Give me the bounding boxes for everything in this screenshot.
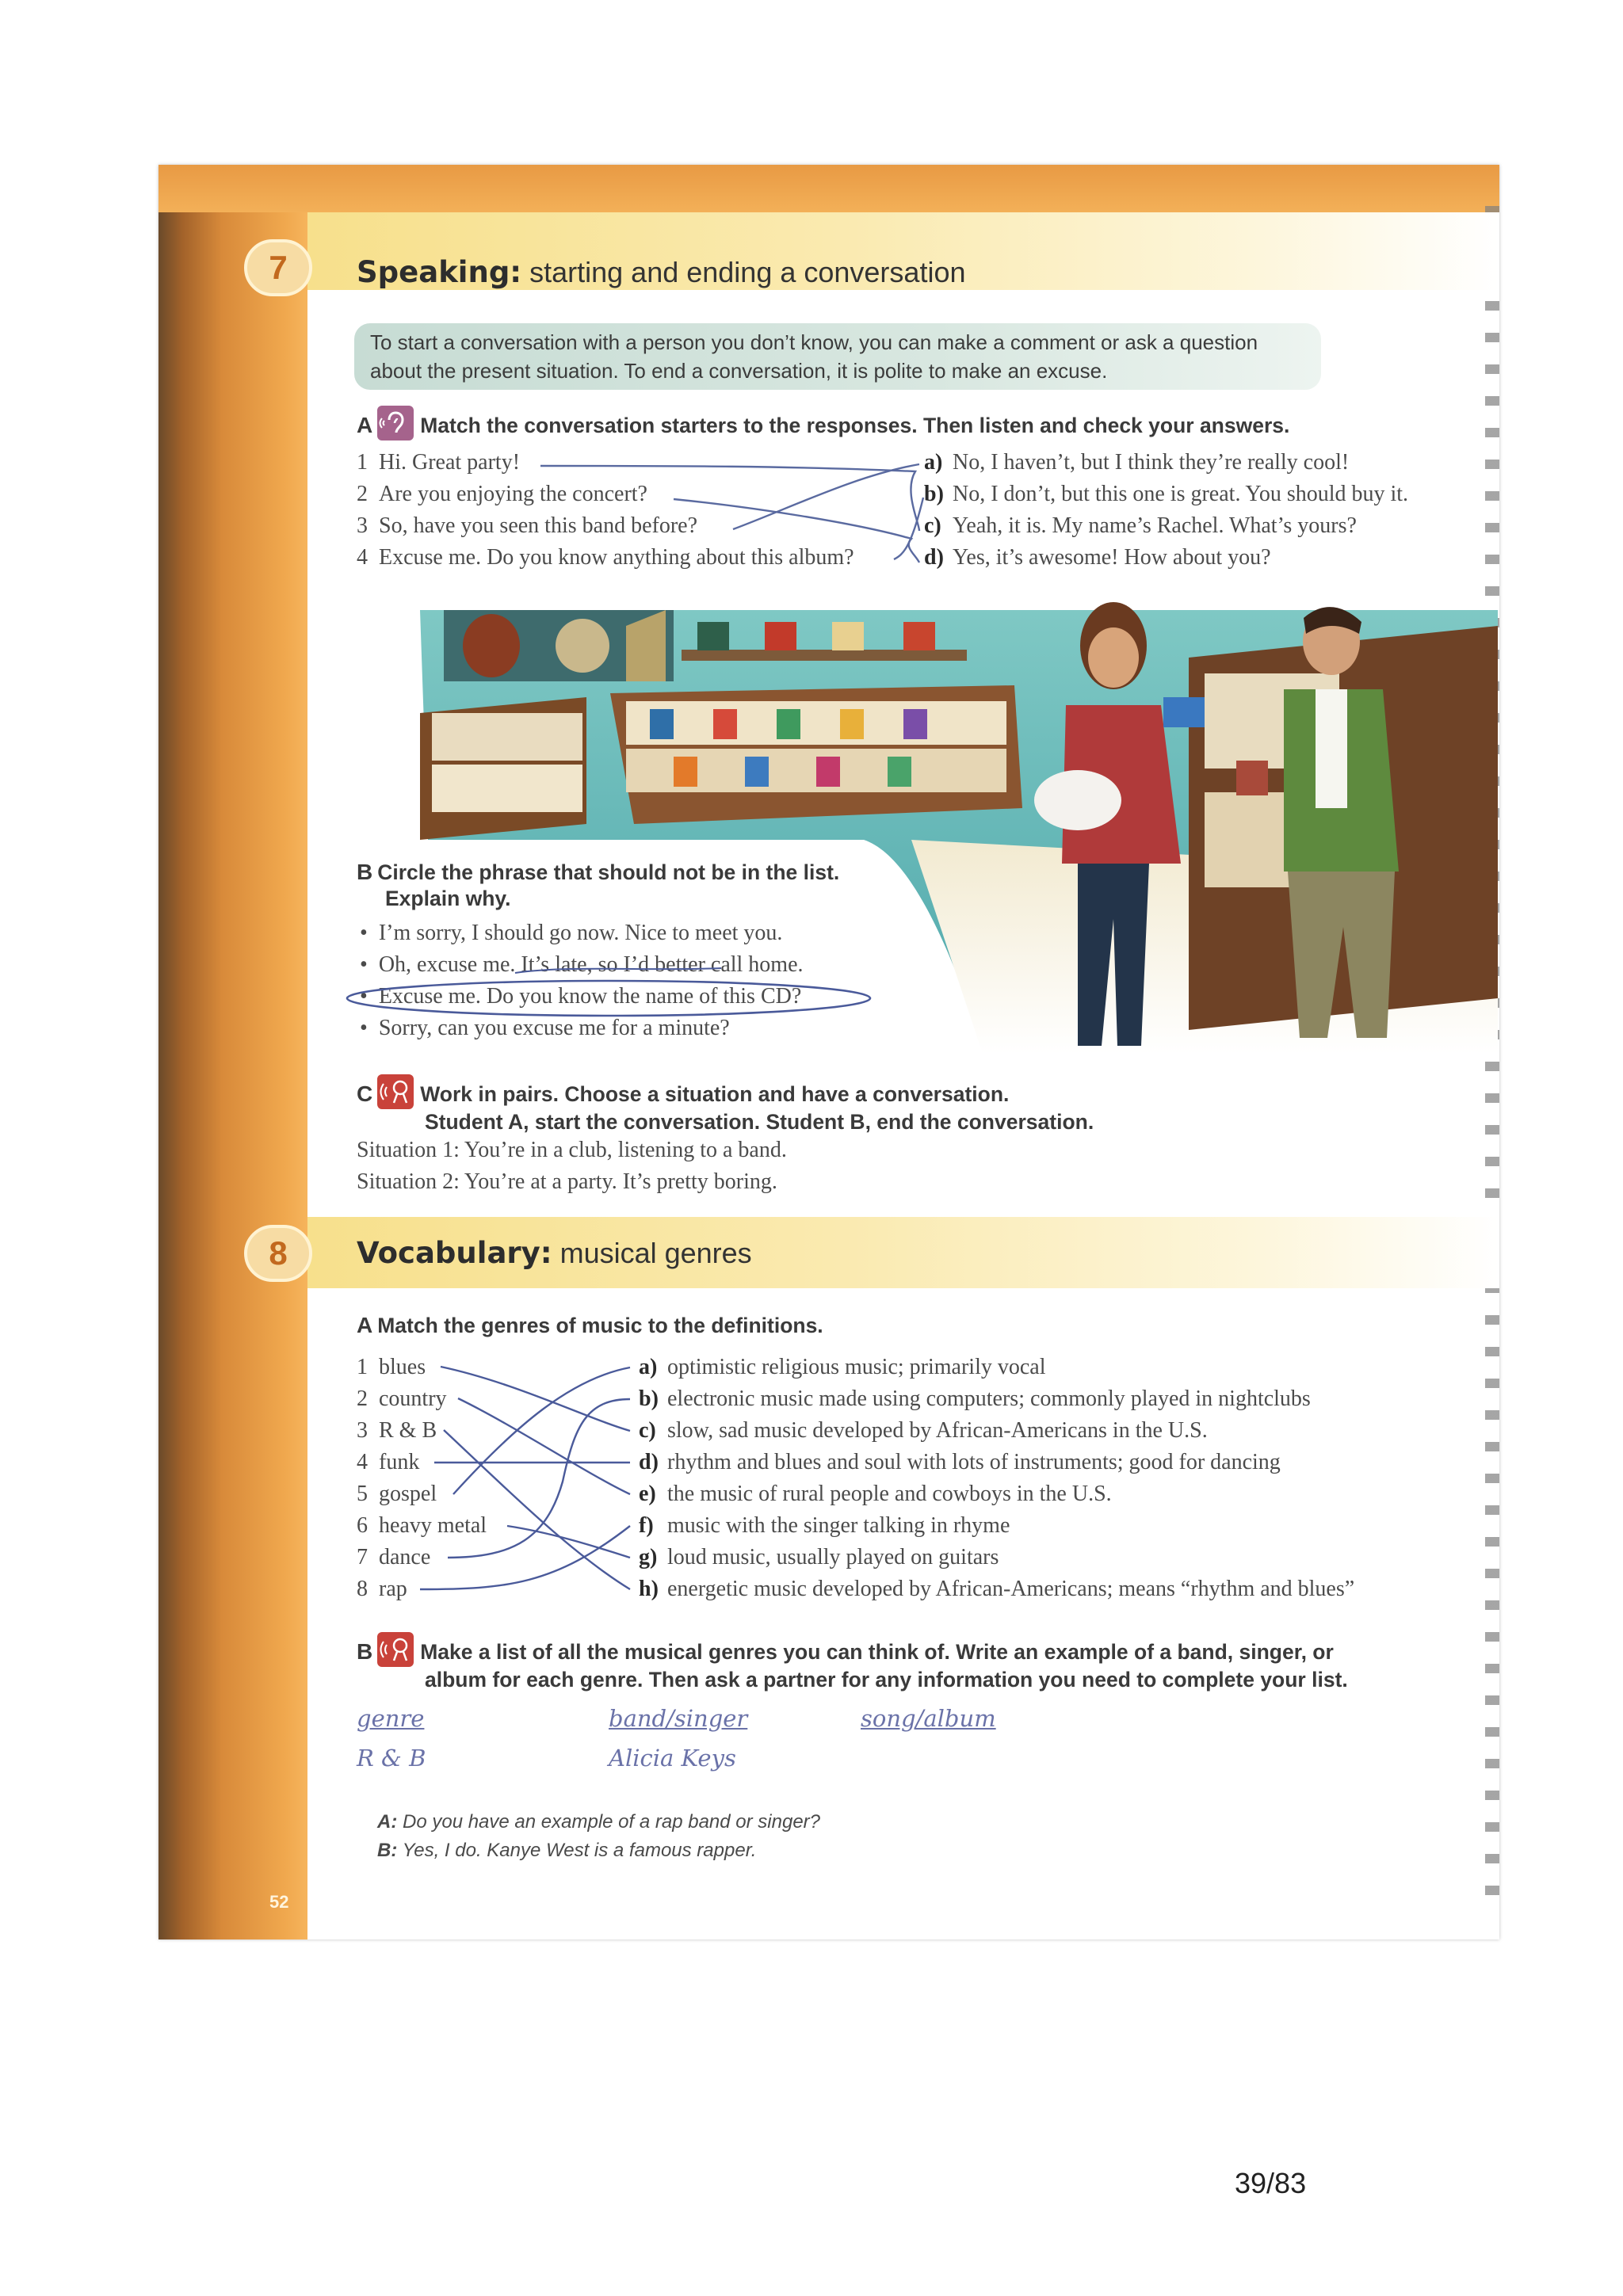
exercise-8b-text-2: album for each genre. Then ask a partner for any information you need to complete your list. [425, 1668, 1348, 1691]
genre-number: 3 [357, 1418, 368, 1443]
genre-text: heavy metal [379, 1513, 487, 1538]
answer-line-dance [448, 1399, 630, 1558]
phrase-text: Excuse me. Do you know the name of this CD? [378, 984, 802, 1009]
answer-line-gospel [453, 1367, 630, 1494]
definition-text: rhythm and blues and soul with lots of instruments; good for dancing [667, 1450, 1281, 1474]
tip-line-2: about the present situation. To end a conversation, it is polite to make an excuse. [370, 359, 1108, 383]
exercise-letter: C [357, 1081, 373, 1106]
genre-number: 1 [357, 1355, 368, 1379]
answer-line-country [458, 1398, 630, 1494]
exercise-7b-text-2: Explain why. [385, 887, 511, 910]
starter-number: 3 [357, 513, 368, 538]
phrase-2: • Oh, excuse me. It’s late, so I’d better call home. [360, 952, 804, 977]
genre-text: rap [379, 1577, 407, 1601]
definition-text: music with the singer talking in rhyme [667, 1513, 1010, 1538]
starter-number: 1 [357, 450, 368, 475]
starter-number: 2 [357, 482, 368, 506]
definition-letter: f) [639, 1513, 654, 1538]
definition-text: loud music, usually played on guitars [667, 1545, 999, 1569]
genre-text: country [379, 1386, 447, 1411]
speaking-icon [377, 1632, 414, 1667]
response-text: Yeah, it is. My name’s Rachel. What’s yours? [953, 513, 1357, 538]
dialog-line-b [377, 1840, 756, 1862]
response-text: Yes, it’s awesome! How about you? [953, 545, 1271, 570]
response-letter: d) [924, 545, 944, 570]
definition-letter: e) [639, 1482, 656, 1506]
definition-letter: c) [639, 1418, 656, 1443]
dialog-speaker-b: B: [377, 1840, 398, 1861]
genre-text: R & B [379, 1418, 437, 1443]
starter-text: Are you enjoying the concert? [379, 482, 647, 506]
exercise-7b-text-1: Circle the phrase that should not be in the list. [377, 860, 840, 884]
phrase-1: • I’m sorry, I should go now. Nice to meet you. [360, 921, 783, 945]
exercise-letter: A [357, 1313, 373, 1337]
handwritten-album-header: song/album [861, 1705, 996, 1732]
phrase-3-circled: • Excuse me. Do you know the name of this CD? [360, 984, 802, 1009]
exercise-7c-text-1: Work in pairs. Choose a situation and have a conversation. [420, 1082, 1010, 1106]
dialog-speaker-a: A: [377, 1811, 398, 1833]
genre-number: 4 [357, 1450, 368, 1474]
dialog-text-a: Do you have an example of a rap band or singer? [397, 1811, 820, 1833]
response-letter: a) [924, 450, 943, 475]
handwritten-genre-header: genre [357, 1705, 425, 1732]
tip-line-1: To start a conversation with a person you don’t know, you can make a comment or ask a question [370, 330, 1258, 354]
definition-letter: h) [639, 1577, 659, 1601]
genre-text: funk [379, 1450, 420, 1474]
exercise-letter: B [357, 1639, 373, 1664]
genre-number: 8 [357, 1577, 368, 1601]
genre-number: 7 [357, 1545, 368, 1569]
response-text: No, I don’t, but this one is great. You should buy it. [953, 482, 1409, 506]
exercise-8b-text-1: Make a list of all the musical genres you can think of. Write an example of a band, singer, or [420, 1640, 1334, 1664]
section-8-title-bold: Vocabulary: [357, 1236, 552, 1270]
exercise-7a-text: Match the conversation starters to the responses. Then listen and check your answers. [420, 414, 1290, 437]
definition-text: the music of rural people and cowboys in the U.S. [667, 1482, 1112, 1506]
starter-text: Excuse me. Do you know anything about this album? [379, 545, 854, 570]
situation-2: Situation 2: You’re at a party. It’s pretty boring. [357, 1169, 777, 1194]
genre-number: 2 [357, 1386, 368, 1411]
phrase-text: Oh, excuse me. It’s late, so I’d better call home. [378, 952, 804, 977]
response-text: No, I haven’t, but I think they’re really cool! [953, 450, 1350, 475]
definition-text: energetic music developed by African-Americans; means “rhythm and blues” [667, 1577, 1355, 1601]
phrase-text: Sorry, can you excuse me for a minute? [378, 1016, 730, 1040]
handwritten-band-entry: Alicia Keys [609, 1745, 736, 1772]
exercise-7c-text-2: Student A, start the conversation. Student B, end the conversation. [425, 1110, 1094, 1134]
exercise-8a-text: Match the genres of music to the definitions. [377, 1314, 823, 1337]
handwritten-genre-entry: R & B [357, 1745, 426, 1772]
answer-line-heavy-metal [507, 1526, 630, 1558]
genre-text: dance [379, 1545, 431, 1569]
page-number: 52 [269, 1892, 289, 1912]
exercise-letter: B [357, 860, 373, 884]
genre-number: 6 [357, 1513, 368, 1538]
starter-text: Hi. Great party! [379, 450, 521, 475]
exercise-letter: A [357, 413, 373, 437]
handwritten-band-header: band/singer [609, 1705, 748, 1732]
definition-text: optimistic religious music; primarily vocal [667, 1355, 1046, 1379]
response-letter: b) [924, 482, 944, 506]
section-8-title-rest: musical genres [552, 1237, 752, 1269]
exercise-8b-instruction [357, 1632, 1348, 1693]
answer-line-rnb [444, 1430, 630, 1589]
section-7-title-bold: Speaking: [357, 255, 522, 289]
definition-text: slow, sad music developed by African-Americans in the U.S. [667, 1418, 1208, 1443]
phrase-4: • Sorry, can you excuse me for a minute? [360, 1016, 730, 1040]
page-counter: 39/83 [1235, 2167, 1307, 2199]
definition-letter: g) [639, 1545, 658, 1569]
genre-text: blues [379, 1355, 426, 1379]
section-8-number: 8 [244, 1225, 312, 1282]
response-letter: c) [924, 513, 941, 538]
section-7-number: 7 [244, 239, 312, 296]
phrase-text: I’m sorry, I should go now. Nice to meet you. [378, 921, 783, 945]
situation-1: Situation 1: You’re in a club, listening to a band. [357, 1138, 787, 1162]
starter-text: So, have you seen this band before? [379, 513, 697, 538]
definition-letter: a) [639, 1355, 658, 1379]
definition-text: electronic music made using computers; commonly played in nightclubs [667, 1386, 1311, 1411]
genre-text: gospel [379, 1482, 437, 1506]
dialog-line-a [377, 1811, 820, 1833]
starter-number: 4 [357, 545, 368, 570]
section-7-title-rest: starting and ending a conversation [521, 256, 966, 288]
definition-letter: d) [639, 1450, 659, 1474]
genre-number: 5 [357, 1482, 368, 1506]
definition-letter: b) [639, 1386, 659, 1411]
dialog-text-b: Yes, I do. Kanye West is a famous rapper. [397, 1840, 757, 1861]
